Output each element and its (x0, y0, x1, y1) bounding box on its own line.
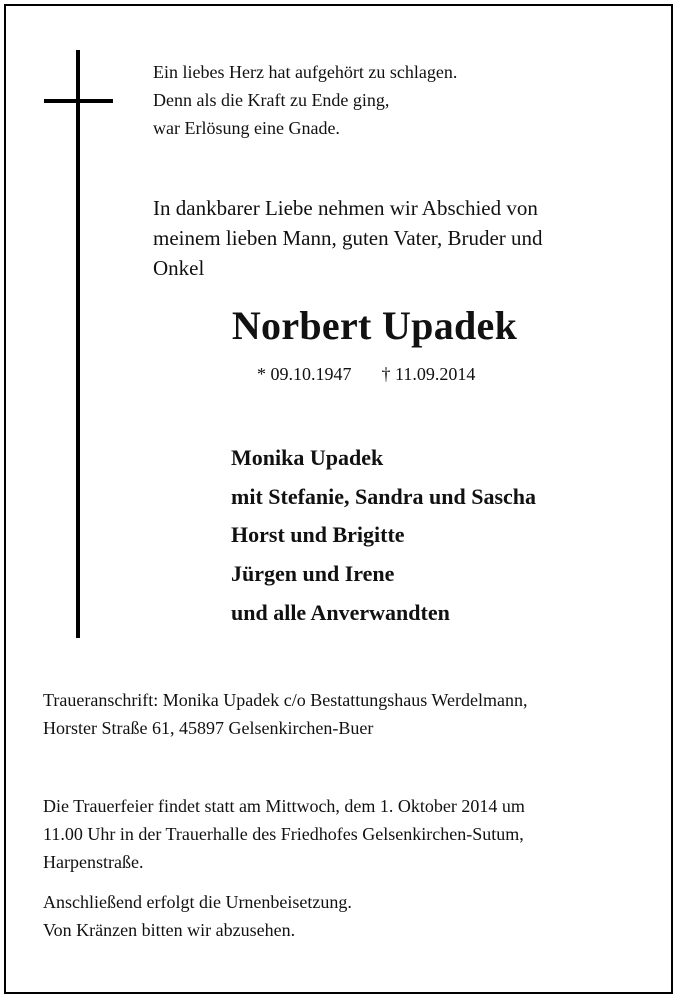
closing-notes (43, 888, 352, 944)
service-line: Die Trauerfeier findet statt am Mittwoch, dem 1. Oktober 2014 um (43, 796, 525, 816)
intro-line: Onkel (153, 256, 205, 280)
mourner-line: und alle Anverwandten (231, 599, 450, 625)
mourner-line: Monika Upadek (231, 445, 384, 470)
verse-line: Denn als die Kraft zu Ende ging, (153, 90, 390, 110)
mourners-list (231, 439, 536, 633)
mourner-line: Horst und Brigitte (231, 522, 405, 548)
service-line: 11.00 Uhr in der Trauerhalle des Friedhofes Gelsenkirchen-Sutum, (43, 824, 524, 844)
cross-vertical-bar (76, 50, 80, 638)
cross-horizontal-bar (44, 99, 113, 103)
verse-line: war Erlösung eine Gnade. (153, 118, 340, 138)
life-dates (257, 364, 475, 385)
mourning-address (43, 686, 527, 742)
closing-line: Von Kränzen bitten wir abzusehen. (43, 920, 296, 940)
address-line: Horster Straße 61, 45897 Gelsenkirchen-Buer (43, 718, 374, 738)
mourner-line: Jürgen und Irene (231, 561, 395, 587)
verse-line: Ein liebes Herz hat aufgehört zu schlagen. (153, 62, 458, 82)
farewell-intro (153, 193, 623, 283)
memorial-verse (153, 58, 457, 142)
mourner-line: mit Stefanie, Sandra und Sascha (231, 483, 537, 509)
intro-line: meinem lieben Mann, guten Vater, Bruder und (153, 226, 543, 250)
deceased-name: Norbert Upadek (231, 303, 518, 348)
intro-line: In dankbarer Liebe nehmen wir Abschied von (153, 196, 538, 220)
funeral-service-info (43, 792, 643, 876)
address-line: Traueranschrift: Monika Upadek c/o Bestattungshaus Werdelmann, (43, 690, 528, 710)
birth-date: * 09.10.1947 (257, 364, 352, 384)
death-date: † 11.09.2014 (381, 364, 476, 384)
closing-line: Anschließend erfolgt die Urnenbeisetzung. (43, 892, 352, 912)
service-line: Harpenstraße. (43, 852, 144, 872)
